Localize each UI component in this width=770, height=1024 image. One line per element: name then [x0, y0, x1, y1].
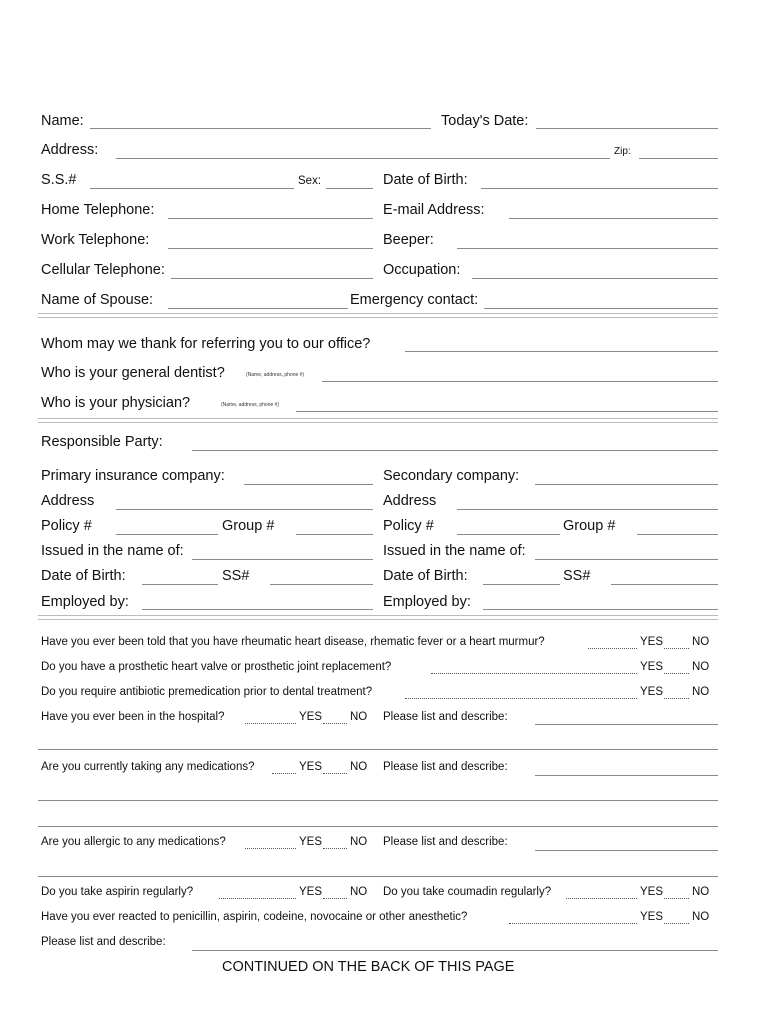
- secondary-dob-label: Date of Birth:: [383, 568, 468, 584]
- spouse-label: Name of Spouse:: [41, 292, 154, 308]
- secondary-employed-label: Employed by:: [383, 594, 471, 610]
- yes-label: YES: [640, 686, 664, 698]
- dob-field[interactable]: [481, 188, 718, 189]
- final-description-field[interactable]: [192, 950, 718, 951]
- emergency-contact-field[interactable]: [484, 308, 718, 309]
- primary-address-field[interactable]: [116, 509, 373, 510]
- continued-notice: CONTINUED ON THE BACK OF THIS PAGE: [222, 959, 515, 975]
- coumadin-answer-field[interactable]: [566, 898, 637, 899]
- sex-label: Sex:: [298, 175, 322, 187]
- cellular-telephone-field[interactable]: [171, 278, 373, 279]
- secondary-ss-label: SS#: [563, 568, 591, 584]
- no-label: NO: [350, 761, 368, 773]
- secondary-company-label: Secondary company:: [383, 468, 520, 484]
- general-dentist-hint: (Name, address, phone #): [246, 372, 305, 378]
- allergic-description-line[interactable]: [38, 876, 718, 877]
- secondary-issued-field[interactable]: [535, 559, 718, 560]
- yes-label: YES: [299, 761, 323, 773]
- name-field[interactable]: [90, 128, 431, 129]
- aspirin-yes-field[interactable]: [323, 898, 347, 899]
- spouse-field[interactable]: [168, 308, 348, 309]
- question-aspirin: Do you take aspirin regularly?: [41, 886, 194, 898]
- antibiotic-answer-field[interactable]: [405, 698, 637, 699]
- primary-group-label: Group #: [222, 518, 275, 534]
- primary-employed-field[interactable]: [142, 609, 373, 610]
- secondary-address-label: Address: [383, 493, 437, 509]
- primary-insurance-field[interactable]: [244, 484, 373, 485]
- no-label: NO: [350, 836, 368, 848]
- question-prosthetic: Do you have a prosthetic heart valve or prosthetic joint replacement?: [41, 661, 392, 673]
- question-reacted: Have you ever reacted to penicillin, aspirin, codeine, novocaine or other anesthetic?: [41, 911, 468, 923]
- reacted-answer-field[interactable]: [509, 923, 637, 924]
- medications-description-line[interactable]: [38, 800, 718, 801]
- coumadin-yes-field[interactable]: [664, 898, 689, 899]
- address-field[interactable]: [116, 158, 610, 159]
- question-hospital: Have you ever been in the hospital?: [41, 711, 225, 723]
- hospital-yes-field[interactable]: [323, 723, 347, 724]
- secondary-policy-field[interactable]: [457, 534, 560, 535]
- antibiotic-yes-field[interactable]: [664, 698, 689, 699]
- address-label: Address:: [41, 142, 99, 158]
- primary-group-field[interactable]: [296, 534, 373, 535]
- no-label: NO: [692, 886, 710, 898]
- allergic-answer-field[interactable]: [245, 848, 296, 849]
- primary-employed-label: Employed by:: [41, 594, 129, 610]
- beeper-field[interactable]: [457, 248, 718, 249]
- reacted-yes-field[interactable]: [664, 923, 689, 924]
- occupation-label: Occupation:: [383, 262, 461, 278]
- home-telephone-field[interactable]: [168, 218, 373, 219]
- allergic-description-field[interactable]: [535, 850, 718, 851]
- general-dentist-label: Who is your general dentist?: [41, 365, 225, 381]
- yes-label: YES: [299, 711, 323, 723]
- no-label: NO: [692, 686, 710, 698]
- primary-ss-label: SS#: [222, 568, 250, 584]
- responsible-party-label: Responsible Party:: [41, 434, 163, 450]
- primary-ss-field[interactable]: [270, 584, 373, 585]
- primary-policy-field[interactable]: [116, 534, 218, 535]
- physician-field[interactable]: [296, 411, 718, 412]
- secondary-issued-label: Issued in the name of:: [383, 543, 526, 559]
- zip-field[interactable]: [639, 158, 718, 159]
- primary-issued-field[interactable]: [192, 559, 373, 560]
- hospital-description-field[interactable]: [535, 724, 718, 725]
- secondary-policy-label: Policy #: [383, 518, 434, 534]
- responsible-party-field[interactable]: [192, 450, 718, 451]
- section-divider: [38, 418, 718, 423]
- sex-field[interactable]: [326, 188, 373, 189]
- secondary-dob-field[interactable]: [483, 584, 560, 585]
- cellular-telephone-label: Cellular Telephone:: [41, 262, 165, 278]
- question-rheumatic: Have you ever been told that you have rheumatic heart disease, rhematic fever or a heart murmur?: [41, 636, 545, 648]
- work-telephone-label: Work Telephone:: [41, 232, 150, 248]
- secondary-group-field[interactable]: [637, 534, 718, 535]
- allergic-list-label: Please list and describe:: [383, 836, 508, 848]
- hospital-answer-field[interactable]: [245, 723, 296, 724]
- rheumatic-answer-field[interactable]: [588, 648, 637, 649]
- no-label: NO: [692, 661, 710, 673]
- prosthetic-yes-field[interactable]: [664, 673, 689, 674]
- primary-address-label: Address: [41, 493, 95, 509]
- secondary-company-field[interactable]: [535, 484, 718, 485]
- hospital-list-label: Please list and describe:: [383, 711, 508, 723]
- medications-description-line[interactable]: [38, 826, 718, 827]
- question-antibiotic: Do you require antibiotic premedication prior to dental treatment?: [41, 686, 373, 698]
- email-field[interactable]: [509, 218, 718, 219]
- section-divider: [38, 313, 718, 318]
- physician-label: Who is your physician?: [41, 395, 191, 411]
- yes-label: YES: [299, 886, 323, 898]
- question-allergic: Are you allergic to any medications?: [41, 836, 226, 848]
- name-label: Name:: [41, 113, 84, 129]
- allergic-yes-field[interactable]: [323, 848, 347, 849]
- aspirin-answer-field[interactable]: [219, 898, 296, 899]
- medications-answer-field[interactable]: [272, 773, 296, 774]
- rheumatic-yes-field[interactable]: [664, 648, 689, 649]
- hospital-description-line[interactable]: [38, 749, 718, 750]
- home-telephone-label: Home Telephone:: [41, 202, 155, 218]
- emergency-contact-label: Emergency contact:: [350, 292, 479, 308]
- yes-label: YES: [299, 836, 323, 848]
- todays-date-field[interactable]: [536, 128, 718, 129]
- physician-hint: (Name, address, phone #): [221, 402, 280, 408]
- final-list-label: Please list and describe:: [41, 936, 166, 948]
- referral-label: Whom may we thank for referring you to our office?: [41, 336, 371, 352]
- primary-issued-label: Issued in the name of:: [41, 543, 184, 559]
- yes-label: YES: [640, 636, 664, 648]
- secondary-ss-field[interactable]: [611, 584, 718, 585]
- referral-field[interactable]: [405, 351, 718, 352]
- medications-list-label: Please list and describe:: [383, 761, 508, 773]
- yes-label: YES: [640, 661, 664, 673]
- beeper-label: Beeper:: [383, 232, 434, 248]
- secondary-employed-field[interactable]: [483, 609, 718, 610]
- primary-insurance-label: Primary insurance company:: [41, 468, 225, 484]
- yes-label: YES: [640, 911, 664, 923]
- ss-label: S.S.#: [41, 172, 77, 188]
- no-label: NO: [350, 886, 368, 898]
- general-dentist-field[interactable]: [322, 381, 718, 382]
- no-label: NO: [692, 911, 710, 923]
- no-label: NO: [350, 711, 368, 723]
- todays-date-label: Today's Date:: [441, 113, 529, 129]
- question-medications: Are you currently taking any medications?: [41, 761, 255, 773]
- yes-label: YES: [640, 886, 664, 898]
- medications-description-field[interactable]: [535, 775, 718, 776]
- section-divider: [38, 615, 718, 620]
- email-label: E-mail Address:: [383, 202, 485, 218]
- primary-dob-label: Date of Birth:: [41, 568, 126, 584]
- secondary-address-field[interactable]: [457, 509, 718, 510]
- secondary-group-label: Group #: [563, 518, 616, 534]
- work-telephone-field[interactable]: [168, 248, 373, 249]
- medications-yes-field[interactable]: [323, 773, 347, 774]
- prosthetic-answer-field[interactable]: [431, 673, 637, 674]
- ss-field[interactable]: [90, 188, 294, 189]
- zip-label: Zip:: [614, 146, 631, 157]
- question-coumadin: Do you take coumadin regularly?: [383, 886, 552, 898]
- primary-policy-label: Policy #: [41, 518, 92, 534]
- dob-label: Date of Birth:: [383, 172, 468, 188]
- occupation-field[interactable]: [472, 278, 718, 279]
- no-label: NO: [692, 636, 710, 648]
- primary-dob-field[interactable]: [142, 584, 218, 585]
